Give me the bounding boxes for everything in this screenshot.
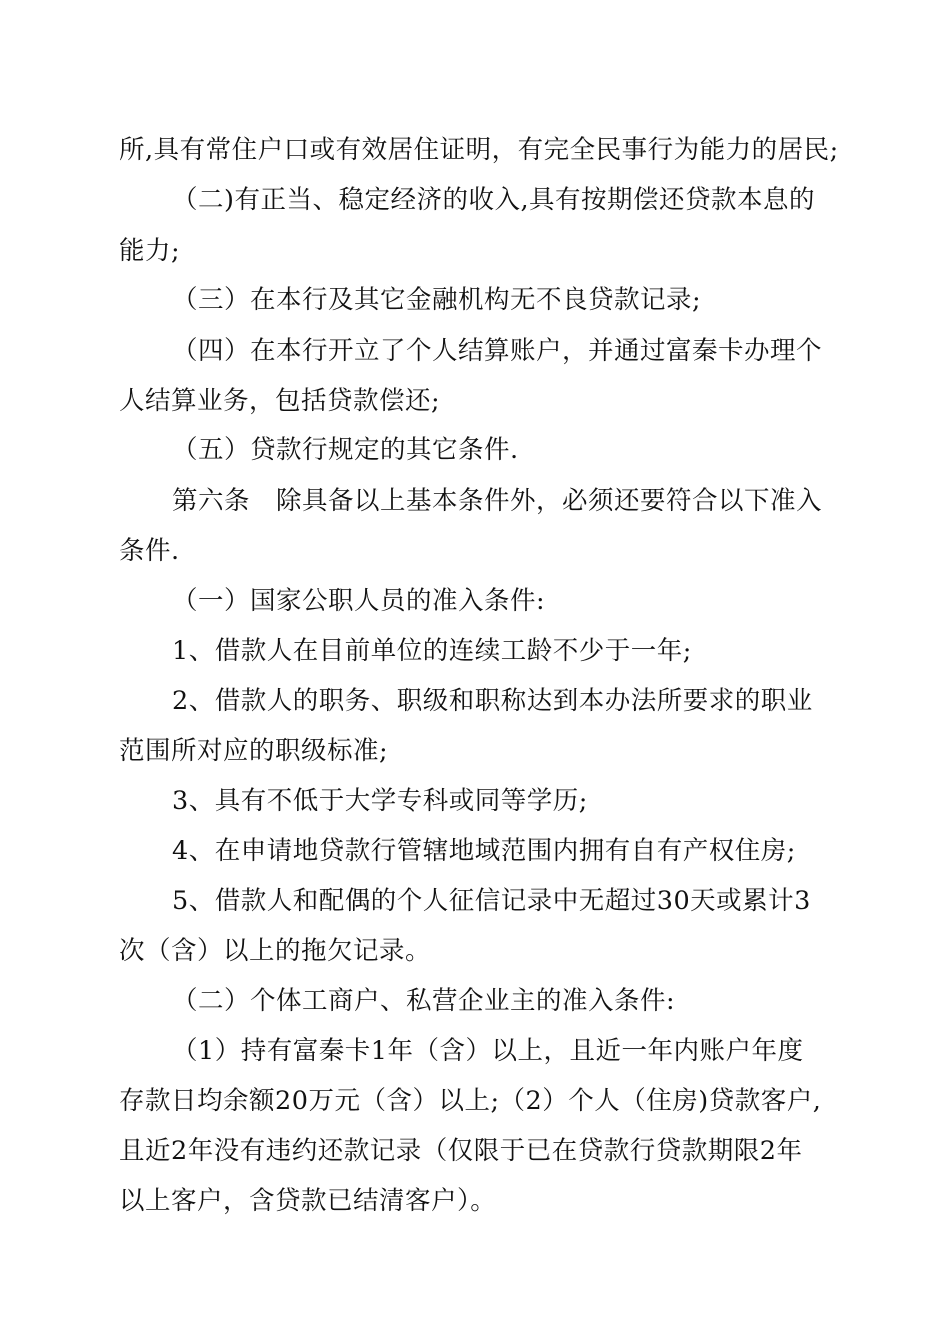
text-line: 第六条 除具备以上基本条件外，必须还要符合以下准入 (172, 486, 823, 516)
text-line: （1）持有富秦卡1年（含）以上，且近一年内账户年度 (172, 1036, 804, 1066)
text-line: （四）在本行开立了个人结算账户，并通过富秦卡办理个 (172, 336, 823, 366)
text-line: 且近2年没有违约还款记录（仅限于已在贷款行贷款期限2年 (119, 1136, 803, 1166)
text-line: 2、借款人的职务、职级和职称达到本办法所要求的职业 (172, 686, 813, 716)
text-line: 人结算业务，包括贷款偿还; (119, 386, 441, 416)
text-line: 条件. (119, 536, 180, 566)
text-line: 次（含）以上的拖欠记录。 (119, 936, 432, 966)
text-line: 所,具有常住户口或有效居住证明，有完全民事行为能力的居民; (119, 135, 839, 165)
text-line: 能力; (119, 236, 181, 266)
text-line: （二)有正当、稳定经济的收入,具有按期偿还贷款本息的 (172, 185, 816, 215)
text-line: （三）在本行及其它金融机构无不良贷款记录; (172, 285, 702, 315)
text-line: 5、借款人和配偶的个人征信记录中无超过30天或累计3 (172, 886, 811, 916)
text-line: 1、借款人在目前单位的连续工龄不少于一年; (172, 636, 692, 666)
text-line: 4、在申请地贷款行管辖地域范围内拥有自有产权住房; (172, 836, 796, 866)
text-line: （五）贷款行规定的其它条件. (172, 435, 519, 465)
text-line: 以上客户，含贷款已结清客户）。 (119, 1186, 497, 1216)
text-line: 范围所对应的职级标准; (119, 736, 389, 766)
text-line: （一）国家公职人员的准入条件: (172, 586, 546, 616)
text-line: 3、具有不低于大学专科或同等学历; (172, 786, 588, 816)
text-line: （二）个体工商户、私营企业主的准入条件: (172, 986, 676, 1016)
text-line: 存款日均余额20万元（含）以上;（2）个人（住房)贷款客户, (119, 1086, 822, 1116)
